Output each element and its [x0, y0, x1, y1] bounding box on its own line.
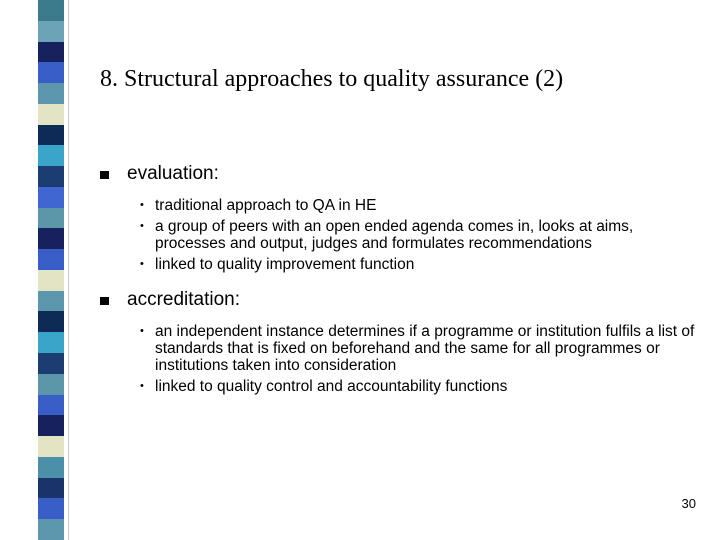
sub-bullet-list	[100, 197, 700, 273]
stripe-block	[38, 145, 64, 166]
list-item-text: linked to quality control and accountability functions	[155, 378, 508, 395]
stripe-block	[38, 42, 64, 63]
dot-bullet-icon: •	[140, 380, 144, 392]
dot-bullet-icon: •	[140, 220, 144, 232]
vertical-rule	[68, 0, 69, 540]
section-heading	[100, 163, 700, 187]
list-item-text: an independent instance determines if a programme or institution fulfils a list of standards that is fixed on beforehand and the same for all programmes or institutions taken into consideration	[155, 323, 695, 374]
section-evaluation	[100, 163, 700, 273]
stripe-block	[38, 228, 64, 249]
square-bullet-icon	[100, 171, 109, 179]
stripe-block	[38, 62, 64, 83]
stripe-block	[38, 498, 64, 519]
stripe-block	[38, 395, 64, 416]
stripe-block	[38, 125, 64, 146]
stripe-block	[38, 374, 64, 395]
square-bullet-icon	[100, 297, 109, 305]
list-item-text: linked to quality improvement function	[155, 256, 415, 273]
list-item	[140, 197, 700, 214]
section-label: evaluation:	[127, 163, 219, 184]
stripe-block	[38, 478, 64, 499]
list-item-text: traditional approach to QA in HE	[155, 197, 377, 214]
list-item	[140, 378, 700, 395]
stripe-block	[38, 0, 64, 21]
slide-title: 8. Structural approaches to quality assurance (2)	[100, 66, 564, 92]
stripe-block	[38, 104, 64, 125]
stripe-block	[38, 166, 64, 187]
stripe-block	[38, 83, 64, 104]
dot-bullet-icon: •	[140, 199, 144, 211]
section-label: accreditation:	[127, 289, 241, 310]
section-accreditation	[100, 289, 700, 395]
list-item-text: a group of peers with an open ended agenda comes in, looks at aims, processes and output, judges and formulates recommendations	[155, 218, 634, 252]
stripe-block	[38, 415, 64, 436]
stripe-block	[38, 457, 64, 478]
stripe-block	[38, 187, 64, 208]
decorative-color-stripe	[38, 0, 64, 540]
list-item	[140, 256, 700, 273]
slide-content	[100, 163, 700, 411]
stripe-block	[38, 208, 64, 229]
stripe-block	[38, 270, 64, 291]
stripe-block	[38, 353, 64, 374]
stripe-block	[38, 332, 64, 353]
list-item	[140, 323, 700, 374]
section-heading	[100, 289, 700, 313]
stripe-block	[38, 249, 64, 270]
stripe-block	[38, 436, 64, 457]
stripe-block	[38, 519, 64, 540]
dot-bullet-icon: •	[140, 325, 144, 337]
dot-bullet-icon: •	[140, 258, 144, 270]
list-item	[140, 218, 700, 252]
stripe-block	[38, 311, 64, 332]
page-number: 30	[681, 496, 696, 511]
sub-bullet-list	[100, 323, 700, 395]
stripe-block	[38, 291, 64, 312]
stripe-block	[38, 21, 64, 42]
